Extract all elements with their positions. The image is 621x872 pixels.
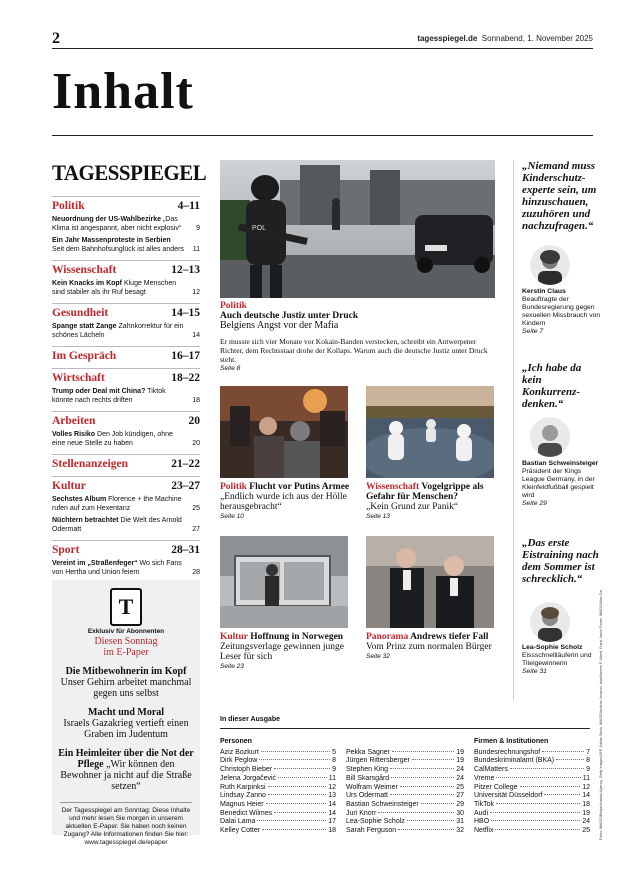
index-row[interactable] — [346, 810, 464, 819]
toc-entry-title: Ein Jahr Massenproteste in Serbien — [52, 237, 171, 244]
index-name: Aziz Bozkurt — [220, 748, 259, 756]
teaser-2-headline: Vogelgrippe als Gefahr für Menschen? — [366, 482, 484, 502]
index-leader — [510, 768, 584, 769]
toc-entry-desc: Kluge Menschen sind stabiler als ihr Ruf besagt — [52, 280, 177, 296]
toc-section-pages: 4–11 — [177, 200, 200, 212]
teaser-4[interactable] — [366, 632, 496, 662]
toc-entry[interactable] — [52, 430, 200, 448]
toc-entry-desc: Florence + the Machine rufen auf zum Hexentanz — [52, 496, 182, 512]
table-of-contents — [52, 160, 207, 605]
toc-section-pages: 23–27 — [171, 480, 200, 492]
index-row[interactable] — [220, 827, 336, 836]
index-leader — [392, 751, 454, 752]
toc-entry-desc: Den Job kündigen, ohne eine neue Stelle zu haben — [52, 431, 173, 447]
toc-section-name: Kultur — [52, 480, 86, 492]
quote-3-role: Eissschnellläuferin und Titelgewinnerin — [522, 652, 592, 667]
toc-section-kultur[interactable] — [52, 476, 200, 534]
index-persons-2 — [346, 738, 464, 836]
index-page: 24 — [582, 818, 590, 826]
index-leader — [261, 751, 330, 752]
toc-section-pages: 20 — [188, 415, 200, 427]
index-name: Dirk Peglow — [220, 757, 258, 765]
index-page: 8 — [332, 757, 336, 765]
index-row[interactable] — [220, 810, 336, 819]
index-name: Netflix — [474, 827, 494, 835]
index-name: HBO — [474, 818, 490, 826]
quote-3-name: Lea-Sophie Scholz — [522, 644, 583, 651]
index-page: 11 — [328, 774, 336, 782]
index-name: Pitzer College — [474, 783, 518, 791]
toc-section-name: Sport — [52, 544, 80, 556]
index-row[interactable] — [220, 792, 336, 801]
quote-2-page: Seite 29 — [522, 500, 547, 507]
main-subheadline: Belgiens Angst vor der Mafia — [220, 320, 339, 331]
toc-entry-text — [52, 279, 184, 297]
teaser-3[interactable] — [220, 632, 355, 672]
avatar-kerstin-claus — [530, 245, 570, 285]
index-row[interactable] — [474, 749, 590, 758]
index-row[interactable] — [474, 810, 590, 819]
index-page: 5 — [332, 748, 336, 756]
teaser-2-kicker: Wissenschaft — [366, 482, 420, 492]
index-name: Ruth Karpinksi — [220, 783, 266, 791]
toc-entry-title: Neuordnung der US-Wahlbezirke — [52, 216, 162, 223]
index-leader — [262, 829, 326, 830]
index-leader — [496, 803, 580, 804]
teaser-4-headline: Andrews tiefer Fall — [408, 632, 489, 642]
index-row[interactable] — [346, 766, 464, 775]
issue-date: Sonnabend, 1. November 2025 — [481, 34, 593, 43]
index-row[interactable] — [346, 792, 464, 801]
index-page: 19 — [582, 809, 590, 817]
page-number: 2 — [52, 30, 60, 47]
toc-section-pages: 16–17 — [171, 350, 200, 362]
toc-entry-title: Sechstes Album — [52, 496, 107, 503]
index-rule — [220, 728, 590, 729]
quote-2-text: „Ich habe da kein Konkurrenz-denken.“ — [522, 362, 582, 410]
index-leader — [268, 794, 326, 795]
epaper-item-3-title: Ein Heimleiter über die Not der Pflege — [58, 748, 194, 770]
index-name: Benedict Wilmes — [220, 809, 273, 817]
toc-section-sport[interactable] — [52, 540, 200, 577]
epaper-headline-2: im E-Paper — [103, 647, 149, 658]
index-title: In dieser Ausgabe — [220, 716, 281, 723]
index-name: Urs Odermatt — [346, 792, 389, 800]
toc-section-head — [52, 411, 200, 427]
toc-entry[interactable] — [52, 236, 200, 254]
teaser-3-page: Seite 23 — [220, 663, 244, 670]
index-row[interactable] — [474, 827, 590, 836]
quote-1-name: Kerstin Claus — [522, 288, 566, 295]
site-name[interactable]: tagesspiegel.de — [417, 34, 478, 43]
index-leader — [491, 820, 580, 821]
index-row[interactable] — [220, 757, 336, 766]
index-leader — [490, 812, 580, 813]
epaper-item-1-title: Die Mitbewohnerin im Kopf — [65, 666, 187, 677]
index-page: 27 — [456, 792, 464, 800]
index-leader — [542, 751, 584, 752]
index-row[interactable] — [474, 792, 590, 801]
teaser-3-headline: Hoffnung in Norwegen — [247, 632, 344, 642]
toc-section-head — [52, 540, 200, 556]
index-page: 25 — [582, 827, 590, 835]
index-leader — [378, 812, 454, 813]
tagesspiegel-t-badge: T — [110, 588, 142, 626]
toc-section-head — [52, 196, 200, 212]
index-page: 24 — [456, 766, 464, 774]
toc-section-arbeiten[interactable] — [52, 411, 200, 448]
main-kicker: Politik — [220, 301, 247, 311]
index-row[interactable] — [474, 766, 590, 775]
epaper-headline-1: Diesen Sonntag — [94, 636, 158, 647]
royals-illustration — [366, 536, 494, 628]
index-page: 7 — [586, 748, 590, 756]
quote-3-page: Seite 31 — [522, 668, 547, 675]
toc-section-head — [52, 368, 200, 384]
index-row[interactable] — [346, 775, 464, 784]
police-officer-illustration — [220, 160, 495, 298]
toc-entry-desc: Die Welt des Arnold Odermatt — [52, 517, 182, 533]
tagesspiegel-logo: TAGESSPIEGEL — [52, 160, 207, 185]
index-name: Bastian Schweinsteiger — [346, 800, 419, 808]
toc-entry-page: 27 — [192, 526, 200, 533]
epaper-box — [52, 580, 200, 846]
teaser-1-headline: Flucht vor Putins Armee — [246, 482, 350, 492]
index-name: CalMatters — [474, 766, 508, 774]
quote-3-text: „Das erste Eistraining nach dem Sommer ist schrecklich.“ — [522, 537, 599, 585]
index-leader — [274, 768, 330, 769]
toc-section-name: Arbeiten — [52, 415, 96, 427]
teaser-1-sub: „Endlich wurde ich aus der Hölle herausgebracht“ — [220, 492, 347, 512]
index-page: 11 — [582, 774, 590, 782]
index-name: Vreme — [474, 774, 495, 782]
toc-entry-text — [52, 322, 184, 340]
avatar-bastian-schweinsteiger — [530, 417, 570, 457]
toc-entry-page: 14 — [192, 332, 200, 339]
index-page: 31 — [456, 818, 464, 826]
epaper-footer: Der Tagesspiegel am Sonntag: Diese Inhalte und mehr lesen Sie morgen in unserem aktuellen E-Paper. Sie haben noch keinen Zugang? Alle Informationen finden Sie hier: www.tagesspiegel.de/epaper — [60, 802, 192, 847]
toc-section-politik[interactable] — [52, 196, 200, 254]
index-name: Bundeskriminalamt (BKA) — [474, 757, 555, 765]
index-leader — [259, 759, 330, 760]
toc-section-head — [52, 303, 200, 319]
toc-entry[interactable] — [52, 495, 200, 513]
toc-entry-page: 9 — [196, 225, 200, 232]
toc-section-pages: 18–22 — [171, 372, 200, 384]
svg-text:POL: POL — [252, 225, 267, 232]
index-name: Pekka Sagner — [346, 748, 390, 756]
toc-entry-title: Kein Knacks im Kopf — [52, 280, 123, 287]
main-body: Er musste sich vier Monate vor Kokain-Banden verstecken, schreibt ein Antwerpener Richter, dem Rechtsstaat drohe der Kollaps. Warum auch die deutsche Justiz unter Druck steht. — [220, 337, 488, 364]
index-page: 18 — [582, 800, 590, 808]
index-name: Christoph Bieber — [220, 766, 273, 774]
quote-2-role: Präsident der Kings League Germany, in der Kleinfeldfußball gespielt wird — [522, 468, 595, 499]
index-leader — [268, 786, 327, 787]
toc-section-pages: 12–13 — [171, 264, 200, 276]
index-leader — [407, 820, 454, 821]
toc-entry-desc: „Das Klima ist angespannt, aber nicht explosiv“ — [52, 216, 182, 232]
toc-entry-desc: Zahnkorrektur für ein schönes Lächeln — [52, 323, 184, 339]
index-leader — [390, 768, 454, 769]
avatar-lea-sophie-scholz — [530, 602, 570, 642]
toc-entry-title: Volles Risiko — [52, 431, 96, 438]
toc-entry-title: Vereint im „Straßenfeger“ — [52, 560, 138, 567]
toc-entry-page: 12 — [192, 289, 200, 296]
photo-credits-text: Fotos: IMAGO/Belga/Anadolu Agency, Getty Images/AFP, Adobe Stock, IMAGO/Andrea Jovanov, dpa/Hannes P. Albert, Frank Jason Foster, IMAGO/Alan Dawson Crawford, dpa/Chris Jackson/EPA, dpa/Niels Bech Nielsen, dpa/Friso Gentsch — [599, 590, 603, 840]
index-name: Jürgen Rittersberger — [346, 757, 410, 765]
toc-entry-title: Spange statt Zange — [52, 323, 117, 330]
index-name: Audi — [474, 809, 489, 817]
toc-entry-page: 20 — [192, 440, 200, 447]
quote-2-person — [522, 460, 604, 508]
header-meta — [417, 34, 593, 43]
index-page: 19 — [456, 757, 464, 765]
toc-entry-text — [52, 559, 184, 577]
teaser-4-kicker: Panorama — [366, 632, 409, 642]
photo-birdflu[interactable] — [366, 386, 494, 478]
quote-2-name: Bastian Schweinsteiger — [522, 460, 599, 467]
epaper-item-2-title: Macht und Moral — [87, 707, 165, 718]
toc-section-pages: 28–31 — [171, 544, 200, 556]
teaser-3-kicker: Kultur — [220, 632, 248, 642]
index-leader — [257, 820, 326, 821]
toc-section-wissenschaft[interactable] — [52, 260, 200, 297]
index-row[interactable] — [346, 749, 464, 758]
main-page-ref: Seite 8 — [220, 365, 241, 372]
index-name: TikTok — [474, 800, 494, 808]
epaper-item-1[interactable] — [52, 666, 200, 699]
index-name: Dalai Lama — [220, 818, 256, 826]
index-row[interactable] — [220, 801, 336, 810]
toc-section-head — [52, 454, 200, 470]
teaser-4-page: Seite 32 — [366, 653, 390, 660]
title-rule — [52, 135, 593, 136]
index-row[interactable] — [346, 818, 464, 827]
index-name: Wolfram Weimer — [346, 783, 398, 791]
toc-entry[interactable] — [52, 387, 200, 405]
index-name: Lea-Sophie Scholz — [346, 818, 405, 826]
refugees-illustration — [220, 386, 348, 478]
index-leader — [421, 803, 454, 804]
index-companies-heading: Firmen & Institutionen — [474, 738, 549, 745]
toc-section-pages: 21–22 — [171, 458, 200, 470]
teaser-1-page: Seite 10 — [220, 513, 244, 520]
toc-entry-text — [52, 236, 184, 254]
teaser-2-page: Seite 13 — [366, 513, 390, 520]
index-row[interactable] — [474, 801, 590, 810]
index-name: Lindsay Zanno — [220, 792, 266, 800]
toc-entry-title: Nüchtern betrachtet — [52, 517, 119, 524]
page-title: Inhalt — [52, 63, 194, 120]
index-row[interactable] — [474, 818, 590, 827]
index-page: 30 — [456, 809, 464, 817]
toc-entry[interactable] — [52, 279, 200, 297]
index-companies — [474, 738, 590, 836]
main-headline: Auch deutsche Justiz unter Druck — [220, 311, 359, 321]
toc-entry-desc: Seit dem Bahnhofsunglück ist alles anders — [52, 246, 184, 253]
index-row[interactable] — [346, 801, 464, 810]
toc-section-name: Wissenschaft — [52, 264, 117, 276]
index-row[interactable] — [474, 784, 590, 793]
toc-entry-desc: Wo sich Fans von Hertha und Union feiern — [52, 560, 182, 576]
index-leader — [495, 829, 580, 830]
toc-section-gesundheit[interactable] — [52, 303, 200, 340]
epaper-item-1-text: Unser Gehirn arbeitet manchmal gegen uns selbst — [60, 677, 192, 699]
index-page: 29 — [456, 800, 464, 808]
index-page: 8 — [586, 757, 590, 765]
toc-entry[interactable] — [52, 215, 200, 233]
index-row[interactable] — [220, 766, 336, 775]
quote-column-divider — [513, 160, 514, 700]
main-photo-police[interactable] — [220, 160, 495, 298]
toc-entry[interactable] — [52, 322, 200, 340]
teaser-1[interactable] — [220, 482, 355, 522]
index-row[interactable] — [346, 757, 464, 766]
toc-section-name: Politik — [52, 200, 85, 212]
index-page: 32 — [456, 827, 464, 835]
index-name: Sarah Ferguson — [346, 827, 397, 835]
index-leader — [556, 759, 584, 760]
quote-1-person — [522, 288, 604, 336]
header-rule — [52, 48, 593, 49]
epaper-item-3[interactable] — [52, 748, 200, 792]
quote-1-role: Beauftragte der Bundesregierung gegen sexuellen Missbrauch von Kindern — [522, 296, 601, 327]
index-leader — [391, 777, 454, 778]
toc-entry-text — [52, 516, 184, 534]
index-page: 18 — [328, 827, 336, 835]
toc-section-head — [52, 476, 200, 492]
toc-entry-text — [52, 387, 184, 405]
index-leader — [412, 759, 454, 760]
toc-section-name: Gesundheit — [52, 307, 109, 319]
toc-section-im-gespräch[interactable] — [52, 346, 200, 362]
toc-entry-page: 11 — [192, 246, 200, 253]
photo-andrew[interactable] — [366, 536, 494, 628]
toc-section-head — [52, 260, 200, 276]
index-row[interactable] — [346, 827, 464, 836]
toc-entry-text — [52, 215, 184, 233]
quote-1-page: Seite 7 — [522, 328, 544, 335]
index-page: 9 — [332, 766, 336, 774]
index-row[interactable] — [220, 818, 336, 827]
index-leader — [520, 786, 581, 787]
toc-entry-desc: Tiktok könnte nach rechts driften — [52, 388, 166, 404]
epaper-item-2[interactable] — [52, 707, 200, 740]
toc-section-pages: 14–15 — [171, 307, 200, 319]
index-leader — [496, 777, 580, 778]
index-name: Universität Düsseldorf — [474, 792, 543, 800]
index-page: 17 — [328, 818, 336, 826]
index-row[interactable] — [220, 775, 336, 784]
index-name: Bundesrechnungshof — [474, 748, 541, 756]
index-leader — [390, 794, 454, 795]
toc-section-name: Wirtschaft — [52, 372, 105, 384]
toc-section-stellenanzeigen[interactable] — [52, 454, 200, 470]
toc-section-name: Im Gespräch — [52, 350, 117, 362]
toc-section-name: Stellenanzeigen — [52, 458, 129, 470]
index-name: Jelena Jorgačević — [220, 774, 277, 782]
index-leader — [274, 812, 326, 813]
teaser-4-sub: Vom Prinz zum normalen Bürger — [366, 642, 492, 652]
index-page: 9 — [586, 766, 590, 774]
index-row[interactable] — [220, 784, 336, 793]
index-row[interactable] — [474, 775, 590, 784]
index-leader — [278, 777, 327, 778]
kiosk-illustration — [220, 536, 348, 628]
index-leader — [544, 794, 580, 795]
index-name: Juri Knorr — [346, 809, 377, 817]
index-name: Kelley Cotter — [220, 827, 261, 835]
teaser-2-sub: „Kein Grund zur Panik“ — [366, 502, 459, 512]
quote-1-text: „Niemand muss Kinderschutz-experte sein, um hinzuschauen, zuzuhören und nachzufragen.“ — [522, 160, 597, 232]
index-page: 19 — [456, 748, 464, 756]
index-persons-1 — [220, 738, 336, 836]
teaser-2[interactable] — [366, 482, 496, 522]
photo-norway-kiosk[interactable] — [220, 536, 348, 628]
epaper-item-3-text: „Wir können den Bewohner ja nicht auf die Straße setzen“ — [60, 759, 192, 792]
index-page: 24 — [456, 774, 464, 782]
toc-entry[interactable] — [52, 516, 200, 534]
teaser-3-sub: Zeitungsverlage gewinnen junge Leser für sich — [220, 642, 344, 662]
index-row[interactable] — [474, 757, 590, 766]
index-row[interactable] — [346, 784, 464, 793]
toc-entry-page: 25 — [192, 505, 200, 512]
toc-entry-page: 18 — [192, 397, 200, 404]
index-row[interactable] — [220, 749, 336, 758]
index-name: Magnus Heier — [220, 800, 264, 808]
photo-refugees[interactable] — [220, 386, 348, 478]
toc-entry-page: 28 — [192, 569, 200, 576]
index-page: 14 — [328, 800, 336, 808]
index-page: 13 — [328, 792, 336, 800]
epaper-exclusive: Exklusiv für Abonnenten — [87, 628, 165, 635]
teaser-1-kicker: Politik — [220, 482, 247, 492]
index-page: 12 — [328, 783, 336, 791]
birdflu-illustration — [366, 386, 494, 478]
toc-entry-text — [52, 495, 184, 513]
epaper-item-2-text: Israels Gazakrieg vertieft einen Graben im Judentum — [63, 718, 189, 740]
index-page: 12 — [582, 783, 590, 791]
index-page: 25 — [456, 783, 464, 791]
index-page: 14 — [582, 792, 590, 800]
index-persons-heading: Personen — [220, 738, 252, 745]
toc-entry-text — [52, 430, 184, 448]
toc-section-wirtschaft[interactable] — [52, 368, 200, 405]
index-name: Bill Skarsgård — [346, 774, 390, 782]
main-caption[interactable] — [220, 301, 500, 374]
index-leader — [398, 829, 454, 830]
toc-entry-title: Trump oder Deal mit China? — [52, 388, 146, 395]
toc-entry[interactable] — [52, 559, 200, 577]
index-name: Stephen King — [346, 766, 389, 774]
toc-sections — [52, 196, 200, 599]
quote-3-person — [522, 644, 604, 676]
toc-section-head — [52, 346, 200, 362]
photo-credits — [596, 590, 604, 840]
index-page: 14 — [328, 809, 336, 817]
index-leader — [266, 803, 327, 804]
index-leader — [400, 786, 454, 787]
